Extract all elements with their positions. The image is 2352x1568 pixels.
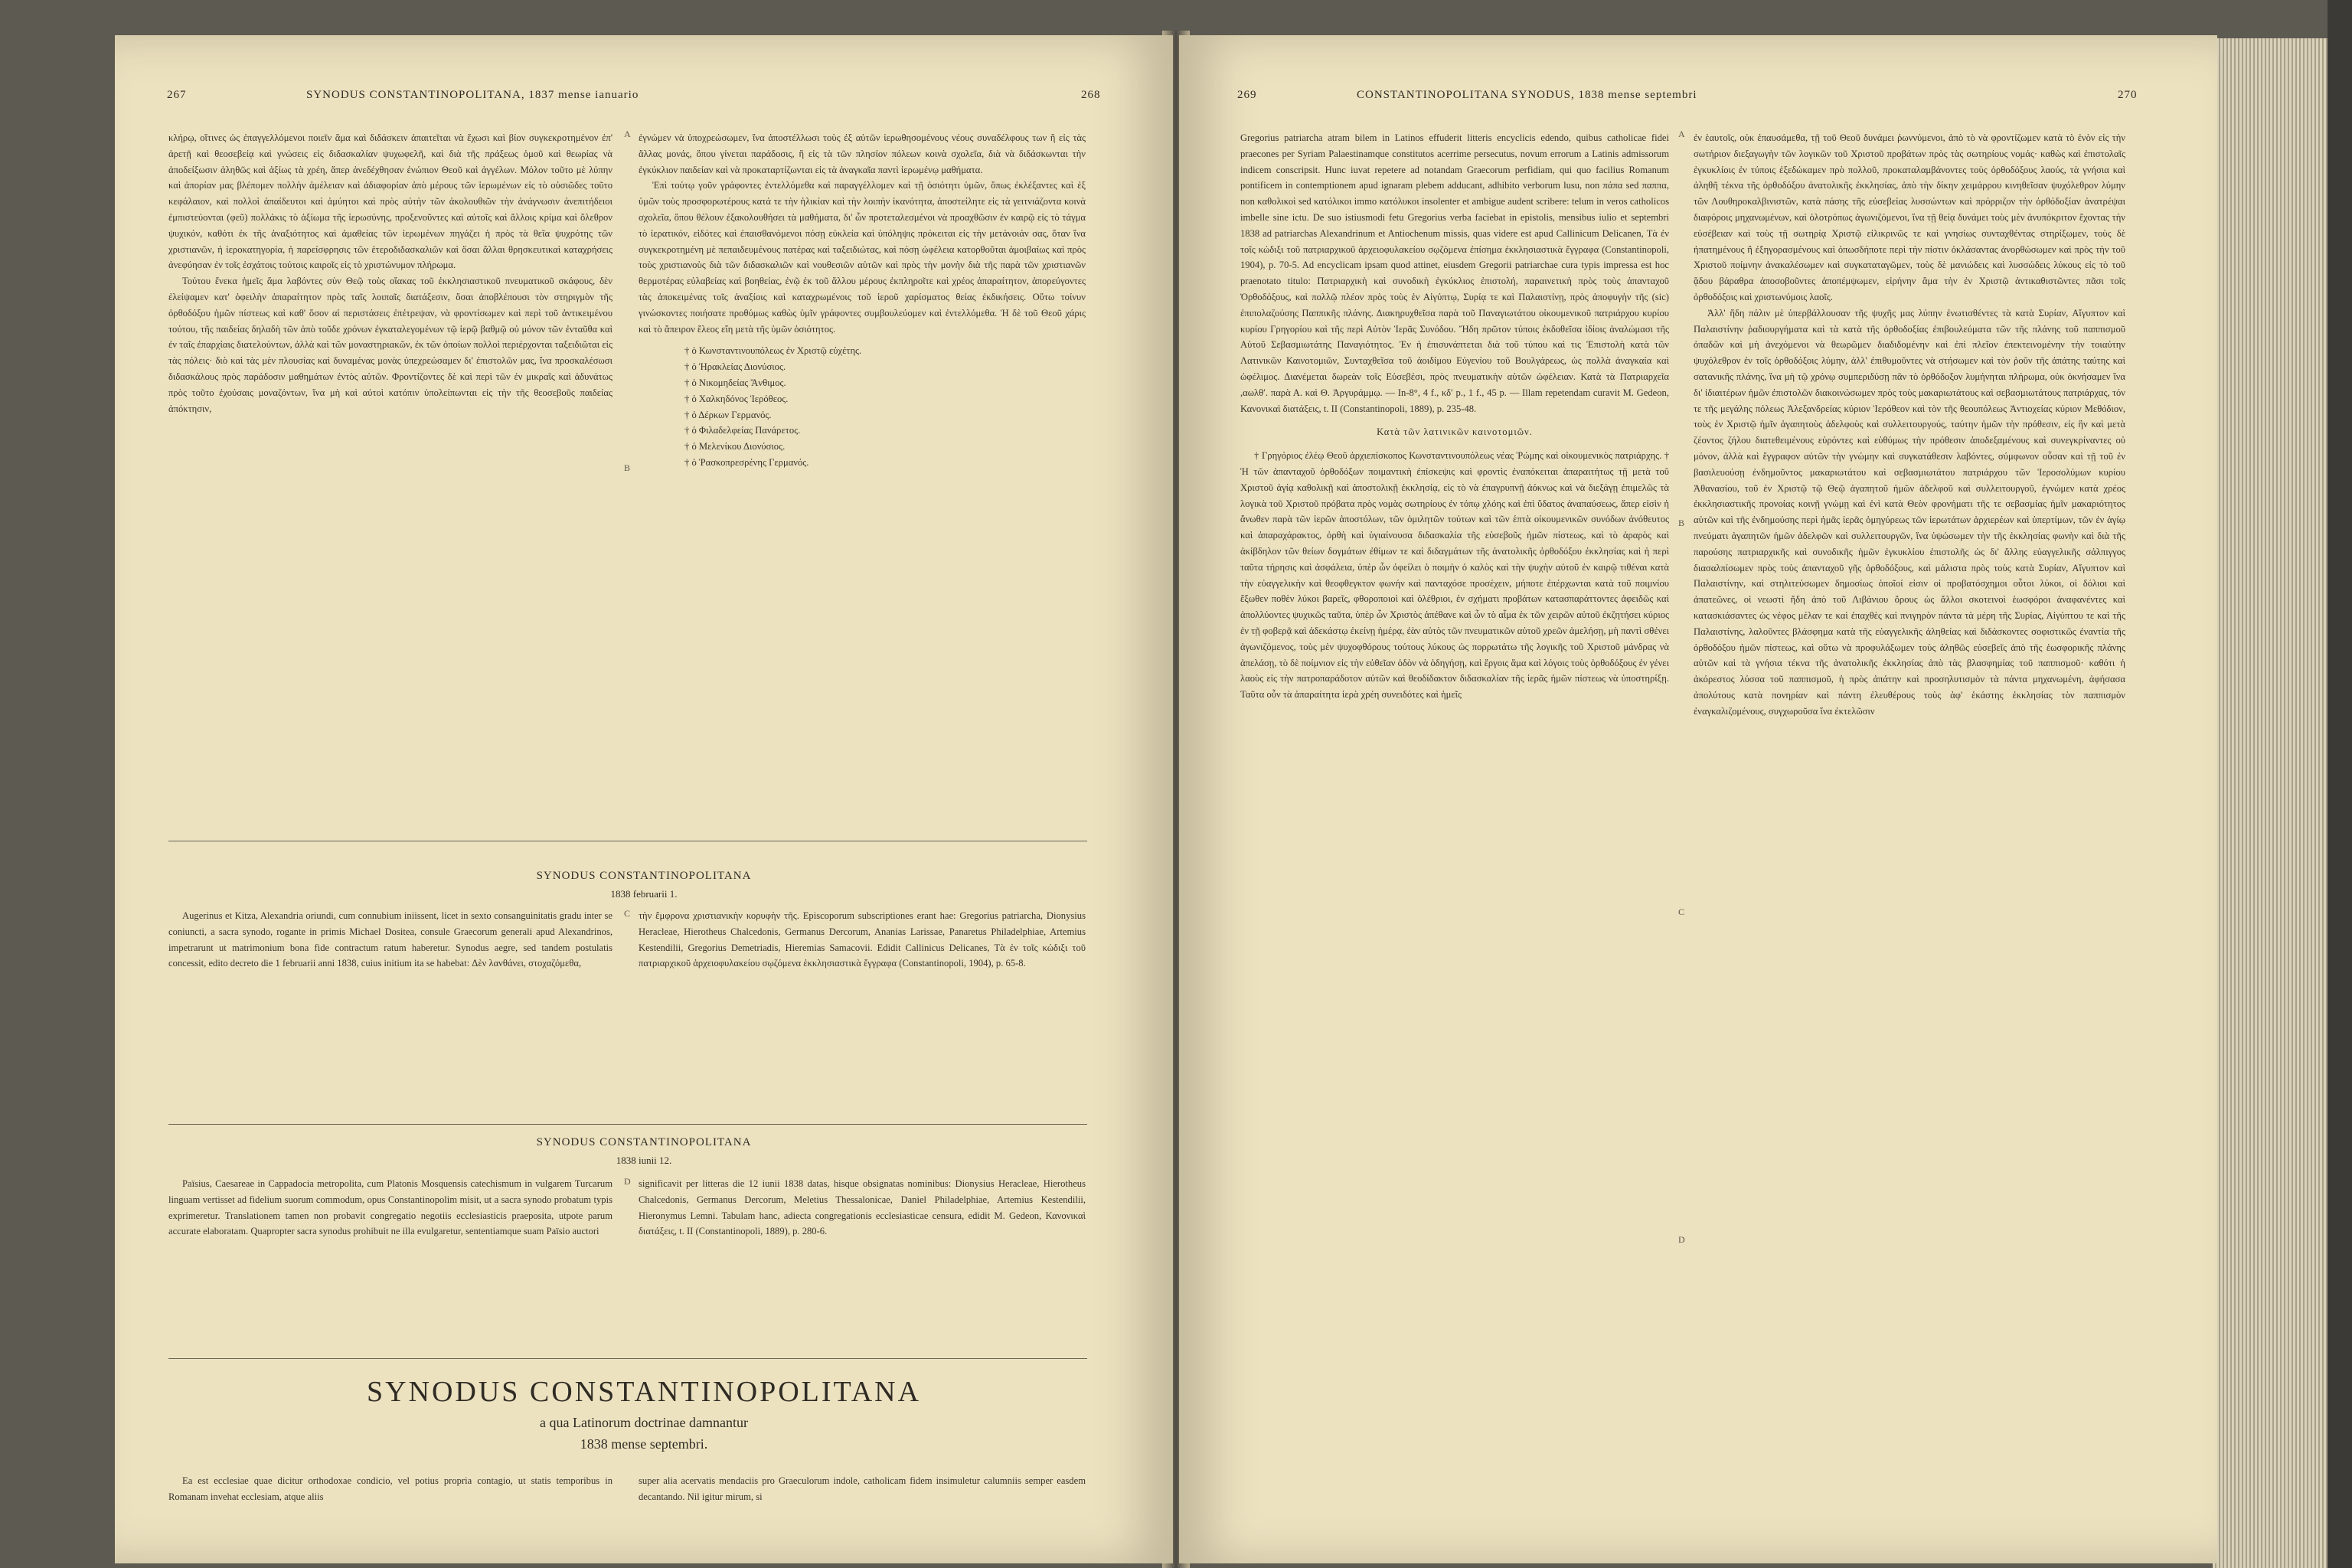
paragraph: Ἐπὶ τούτῳ γοῦν γράφοντες ἐντελλόμεθα καὶ παραγγέλλομεν καὶ τῇ ὁσιότητι ὑμῶν, ὅπως ἐκλέξαντες καὶ ἐξ ὑμῶν τοὺς προσφορωτέρους κατά τε τὴν ἡλικίαν καὶ τὴν λοιπὴν ἱκανότητα, ἀποστείλητε εἰς τὰ γειτνιάζοντα κοινὰ σχολεῖα, ὅπου θέλουν ἐξακολουθήσει τὰ μαθήματα, δι' ὧν προτεταλεσμένοι νὰ προαχθῶσιν ἐν καιρῷ εἰς τὸ τάγμα τὸ ἱερατικόν, εἰδότες καὶ ἐπαισθανόμενοι πόσῃ εὐκλεία καὶ ὑπόληψις πρόκειται εἰς τὴν μετάνοιάν σας, ὅταν ἴνα συγκεκροτημένη μὲ πεπαιδευμένους πατέρας καὶ ταξειδιώτας, καὶ πόσῃ ὠφέλεια κατορθοῦται ἀμοιβαίως καὶ πρὸς τοὺς χριστιανοὺς διὰ τῶν διδασκαλιῶν καὶ νουθεσιῶν αὐτῶν καὶ πρὸς τὴν μονὴν διὰ τῆς παρὰ τῶν χριστιανῶν θερμοτέρας εὐλαβείας καὶ βοηθείας, ἐνῷ ἐκ τοῦ ἄλλου μέρους ἐκπληροῖτε καὶ χρέος ἀπαραίτητον, ἀπορεύγοντες τὰς ἀποκειμένας τοῖς ἀναξίοις καὶ καταχρωμένοις τοῦ ἱεροῦ χαρίσματος θείας ἐκδικήσεις. Οὕτω τοίνυν γινώσκοντες ποιήσατε προθύμως καθὼς ὑμῖν γράφοντες συμβουλεύομεν καὶ ἐντελλόμεθα. Ἡ δὲ τοῦ Θεοῦ χάρις καὶ τὸ ἄπειρον ἔλεος εἴη μετὰ τῆς ὑμῶν ὁσιότητος. (639, 180, 1086, 335)
margin-letter: B (1678, 518, 1685, 528)
paragraph: τὴν ἔμφρονα χριστιανικὴν κορυφὴν τῆς. Episcoporum subscriptiones erant hae: Gregorius patriarcha, Dionysius Heracleae, Hierotheus Chalcedonis, Germanus Dercorum, Ananias Larissae, Panaretus Philadelphiae, Artemius Kestendilii, Gregorius Demetriadis, Hieremias Samacovii. Edidit Callinicus Delicanes, Τὰ ἐν τοῖς κώδιξι τοῦ πατριαρχικοῦ ἀρχειοφυλακείου σῳζόμενα ἐκκλησιαστικὰ ἔγγραφα (Constantinopoli, 1904), p. 65-8. (639, 910, 1086, 969)
text-column (168, 130, 612, 416)
section-date: 1838 iunii 12. (616, 1155, 672, 1166)
text-column (168, 1473, 612, 1505)
signature: † ὁ Νικομηδείας Ἄνθιμος. (684, 377, 786, 388)
paragraph: Ἀλλ' ἤδη πάλιν μὲ ὑπερβάλλουσαν τῆς ψυχῆς μας λύπην ἐνωτισθέντες τὰ κατὰ Συρίαν, Αἴγυπτον καὶ Παλαιστίνην ῥαδιουργήματα καὶ τὰ κατὰ τῆς ὀρθοδοξίας ἐπιβουλεύματα τῶν τῆς πλάνης τοῦ παππισμοῦ ὀπαδῶν καὶ μὴ ἀνεχόμενοι νὰ θεωρῶμεν διαδιδομένην καὶ ἐπὶ πλεῖον ἐπεκτεινομένην τὴν τοιαύτην ψυχόλεθρον ἐν τοῖς ὀρθοδόξοις λύμην, ἀλλ' ἐπιθυμοῦντες νὰ στήσωμεν καὶ τὸν ῥοῦν τῆς ἀπάτης ταύτης καὶ σατανικῆς πλάνης, ἵνα μὴ τῷ χρόνῳ συμπεριδύσῃ πᾶν τὸ ὀρθόδοξον λυμήνηται πλήρωμα, οὐκ ὀκνήσαμεν ἵνα δι' ἰδιαιτέρων ἡμῶν ἐπιστολῶν διακοινώσωμεν πρὸς τοὺς μακαριωτάτους καὶ σεβασμιωτάτους πατριάρχας, τόν τε τῆς μεγάλης πόλεως Ἀλεξανδρείας κύριον Ἱερόθεον καὶ τὸν τῆς θεουπόλεως Ἀντιοχείας κύριον Μεθόδιον, τοὺς ἐν Χριστῷ ἡμῖν ἀγαπητοὺς ἀδελφοὺς καὶ συλλειτουργούς, ταύτην ἡμῶν τὴν πρόθεσιν, εἰς ἣν καὶ μετὰ ζέοντος ζήλου διατεθειμένους εὑρόντες καὶ εὐθύμως τὴν πρόθεσιν ἀποδεξαμένους καὶ συνεγκρίναντες οὐ μόνον, ἀλλὰ καὶ ἔγγραφον αὐτῶν τὴν γνώμην καὶ συγκατάθεσιν λαβόντες, σύμφωνον οὖσαν καὶ τῇ τοῦ ἐν βασιλευούσῃ ἐνδημοῦντος μακαριωτάτου καὶ σεβασμιωτάτου πατριάρχου τῶν Ἱεροσολύμων κυρίου Ἀθανασίου, τοῦ ἐν Χριστῷ τῷ Θεῷ ἀγαπητοῦ ἡμῶν ἀδελφοῦ καὶ συλλειτουργοῦ, ἐγνώμεν κατὰ χρέος ἐκκλησιαστικῆς προνοίας κοινῇ γνώμῃ καὶ ἐνὶ κατὰ Θεὸν φρονήματι τῆς τε σεβασμίας ἡμῖν μακαριότητος αὐτῶν καὶ τῆς ἐνδημούσης περὶ ἡμᾶς ἱερᾶς ὁμηγύρεως τῶν ἱερωτάτων ἀρχιερέων καὶ ὑπερτίμων, τῶν ἐν ἁγίῳ πνεύματι ἀγαπητῶν ἡμῶν ἀδελφῶν καὶ συλλειτουργῶν, ἵνα ὑψώσωμεν τὴν τῆς ἐκκλησίας φωνὴν καὶ διὰ τῆς παρούσης πατριαρχικῆς καὶ συνοδικῆς ἡμῶν ἐγκυκλίου ἐπιστολῆς ὡς δι' ἄλλης εὐαγγελικῆς σάλπιγγος διασαλπίσωμεν πρὸς τοὺς ἁπανταχοῦ γῆς ὀρθοδόξους, καὶ μάλιστα πρὸς τοὺς κατὰ Συρίαν, Αἴγυπτον καὶ Παλαιστίνην, καὶ στηλιτεύσωμεν δημοσίως ὁποῖοί εἰσιν οἱ προβατόσχημοι οὗτοι λύκοι, οἱ δόλιοι καὶ ἀπατεῶνες, οἱ νεωστὶ ἤδη ἀπὸ τοῦ Λιβάνιου ὄρους ὡς ἄλλοι σκοτεινοὶ ἑωσφόροι ἀναφανέντες καὶ κατασκιάσαντες ὡς νέφος μέλαν τε καὶ ἐπαχθὲς καὶ πνιγηρὸν πάντα τὰ μέρη τῆς Συρίας, Αἰγύπτου τε καὶ τῆς Παλαιστίνης, λαλοῦντες βλάσφημα κατὰ τῆς εὐαγγελικῆς ἀληθείας καὶ διδάσκοντες σοφιστικῶς ἐναντία τῆς ὀρθοδόξου ἡμῶν πίστεως, καὶ οὕτω νὰ προφυλάξωμεν τοὺς ἀληθῶς εὐσεβεῖς ἀπὸ τῆς ἑωσφορικῆς πλάνης αὐτῶν καὶ τὰ γνήσια τέκνα τῆς ἀνατολικῆς ἐκκλησίας ἀπὸ τὰς βλασφημίας τοῦ παππισμοῦ· καθότι ἡ ἀκόρεστος λύσσα τοῦ παππισμοῦ, ἡ πρὸς ἀπάτην καὶ προσηλυτισμὸν τὰ πάντα μηχανωμένη, ἀφήσασα ἀπολύτους κατὰ πονηρίαν καὶ πάντη ἐλευθέρους τοὺς ἀφ' ἑκάστης ἐκκλησίας τὸν παππισμὸν ἐναγκαλιζομένους, συγχωροῦσα ἵνα ἐκτελῶσιν (1694, 307, 2125, 717)
signature: † ὁ Ἡρακλείας Διονύσιος. (684, 361, 786, 373)
chapter-title: SYNODUS CONSTANTINOPOLITANA (366, 1376, 922, 1408)
text-column (639, 908, 1086, 972)
signature: † ὁ Μελενίκου Διονύσιος. (684, 441, 786, 452)
paragraph: Ea est ecclesiae quae dicitur orthodoxae condicio, vel potius propria contagio, ut statis temporibus in Romanam invehat ecclesiam, atque aliis (168, 1475, 612, 1502)
book-cover-edge (2328, 0, 2352, 1568)
margin-letter: A (624, 129, 631, 139)
text-column (639, 1176, 1086, 1240)
signature: † ὁ Ῥασκοπρεσρένης Γερμανός. (684, 456, 809, 468)
signature: † ὁ Χαλκηδόνος Ἱερόθεος. (684, 393, 789, 404)
paragraph: κλήρῳ, οἵτινες ὡς ἐπαγγελλόμενοι ποιεῖν ἅμα καὶ διδάσκειν ἀπαιτεῖται νὰ ἔχωσι καὶ βίον συγκεκροτημένον ἐπ' ἀρετῇ καὶ θεοσεβείᾳ καὶ γνώσεις εἰς διδασκαλίαν ψυχωφελῆ, καὶ διὰ τῆς πράξεως ὁμοῦ καὶ θεωρίας νὰ ἀποδείξωσιν ἀληθῶς καὶ ἀξίως τὰ χρέη, ἅπερ ἀνεδέχθησαν ἐνώπιον Θεοῦ καὶ ἀγγέλων. Μόλον τοῦτο μὲ λύπην καὶ ἀπορίαν μας βλέπομεν πολλὴν ἀμέλειαν καὶ ἀδιαφορίαν ἀπὸ μέρους τῶν ἱερωμένων εἰς τὸ οὐσιῶδες τοῦτο κεφάλαιον, καὶ πολλοὶ ἀπαίδευτοι καὶ ἀμύητοι καὶ πρὸς αὐτὴν τῶν ἀκολουθιῶν τὴν ἀνάγνωσιν ἀνεπιτήδειοι ἐμπιστεύονται (φεῦ) πολλάκις τὸ ἀξίωμα τῆς ἱερωσύνης, προξενοῦντες καὶ αὐτοῖς καὶ ἄλλοις κρίμα καὶ ὄλεθρον ψυχικόν, καθότι ἐκ τῆς ἀναξιότητος καὶ ἀμαθείας τῶν ἱερωμένων πηγάζει ἡ πρὸς τὰ θεῖα ψυχρότης τῶν χριστιανῶν, ἡ ἱεροκατηγορία, ἡ παρείσφρησις τῶν ἑτεροδιδασκαλιῶν καὶ ὅσαι ἄλλαι θρησκευτικαὶ καταχρήσεις ἀνεφύησαν ἐν τοῖς ἐσχάτοις τούτοις καιροῖς εἰς τὸ χριστώνυμον πλήρωμα. (168, 132, 612, 271)
margin-letter: D (624, 1176, 631, 1187)
margin-letter: B (624, 462, 631, 473)
text-column (1240, 130, 1669, 703)
margin-letter: C (624, 908, 631, 919)
paragraph: Augerinus et Kitza, Alexandria oriundi, cum connubium iniissent, licet in sexto consanguinitatis gradu inter se coniuncti, a sacra synodo, rogante in primis Michael Dositea, consule Graecorum generali apud Alexandrinos, impetrarunt ut matrimonium bona fide contractum ratum haberetur. Synodus aegre, sed tandem postulatis concessit, edito decreto die 1 februarii anni 1838, cuius initium ita se habebat: Δὲν λανθάνει, στοχαζόμεθα, (168, 910, 612, 969)
paragraph: Païsius, Caesareae in Cappadocia metropolita, cum Platonis Mosquensis catechismum in vulgarem Turcarum linguam vertisset ad fidelium suorum commodum, opus Constantinopolim misit, ut a sacra synodo probatum typis exprimeretur. Translationem tamen non probavit congregatio negotiis ecclesiasticis praeposita, utpote parum accurate elaboratam. Quapropter sacra synodus prohibuit ne illa evulgaretur, sententiamque suam Païsio auctori (168, 1178, 612, 1237)
margin-letter: D (1678, 1234, 1685, 1245)
page-number: 270 (2118, 89, 2138, 101)
paragraph: † Γρηγόριος ἐλέῳ Θεοῦ ἀρχιεπίσκοπος Κωνσταντινουπόλεως νέας Ῥώμης καὶ οἰκουμενικὸς πατριάρχης. † Ἡ τῶν ἀπανταχοῦ ὀρθοδόξων ποιμαντικὴ ἐπίσκεψις καὶ φροντὶς ἐναπόκειται ἀπαραιτήτως τῇ μετὰ τοῦ Χριστοῦ ἁγίᾳ καθολικῇ καὶ ἀποστολικῇ ἐκκλησίᾳ, εἰς τὸ νὰ ἐπαγρυπνῇ ἀόκνως καὶ νὰ διεξάγῃ ἐπιμελῶς τὰ λογικὰ τοῦ Χριστοῦ πρόβατα πρὸς νομὰς σωτηρίους ἐν τόπῳ χλόης καὶ ἐπὶ ὕδατος ἀναπαύσεως, ἅπερ εἰσὶν ἡ ἄνωθεν παρὰ τῶν ἱερῶν ἀποστόλων, τῶν ὁμιλητῶν τούτων καὶ τῶν ἑπτὰ οἰκουμενικῶν συνόδων ἀνόθευτος καὶ ἀπαραχάρακτος, ὀρθὴ καὶ ὑγιαίνουσα διδασκαλία τῆς εὐσεβοῦς ἡμῶν πίστεως, καὶ τὸ ἀραρὸς καὶ ἀκίβδηλον τῶν θείων δογμάτων ἐθίμων τε καὶ διδαγμάτων τῆς ἀνατολικῆς ὀρθοδόξου ἐκκλησίας καὶ ἡ περὶ ταῦτα τήρησις καὶ ἀσφάλεια, ὑπὲρ ὧν ὀφείλει ὁ ποιμὴν ὁ καλὸς καὶ τὴν ψυχὴν αὐτοῦ ἐν καιρῷ τιθέναι κατὰ τὴν εὐαγγελικὴν καὶ θεοφθεγκτον φωνήν καὶ πανταχόσε προσέχειν, μήποτε ἐπέρχωνται κατὰ τοῦ ποιμνίου ἔξωθεν ποθὲν λύκοι βαρεῖς, φθοροποιοὶ καὶ ὀλέθριοι, ἐν σχήματι προβάτων κατασπαράττοντες ἀφειδῶς καὶ ἀπολλύοντες ψυχικῶς ταῦτα, ὑπὲρ ὧν Χριστὸς ἀπέθανε καὶ ὧν τὸ αἷμα ἐκ τῶν χειρῶν αὐτοῦ ἐκζητήσει κύριος ἐν τῇ φοβερᾷ καὶ ἀδεκάστῳ ἐκείνῃ ἡμέρᾳ, ἐὰν αὐτὸς τῶν πνευματικῶν αὐτοῦ χρεῶν ἀμελήσῃ, μὴ παντὶ σθένει ἀγωνιζόμενος, τοὺς μὲν ψυχοφθόρους τούτους λύκους ὡς πορρωτάτω τῆς λογικῆς τοῦ Χριστοῦ μάνδρας νὰ ἀπελάσῃ, τὸ δὲ ποίμνιον εἰς τὴν εὐθεῖαν ὁδὸν νὰ ὁδηγήσῃ, καὶ ἔργοις ἅμα καὶ λόγοις τοὺς ὀρθοδόξους ἐν γένει λαοὺς εἰς τὴν πατροπαράδοτον αὐτῶν καὶ θεοδίδακτον διδασκαλίαν τῆς ἱερᾶς ἡμῶν πίστεως νὰ ὑποστηρίξῃ. Ταῦτα οὖν τὰ ἀπαραίτητα ἱερὰ χρέη συνειδότες καὶ ἡμεῖς (1240, 450, 1669, 701)
section-rule (168, 1358, 1087, 1359)
paragraph: ἐν ἑαυτοῖς, οὐκ ἐπαυσάμεθα, τῇ τοῦ Θεοῦ δυνάμει ῥωννύμενοι, ἀπὸ τὸ νὰ φροντίζωμεν κατὰ τὸ ἐνὸν εἰς τὴν σωτήριον διεξαγωγὴν τῶν λογικῶν τοῦ Χριστοῦ προβάτων πρὸς τὰς σωτηρίους νομάς· καθὼς καὶ ἐπιστολαῖς ἐγκυκλίοις ἐν τύποις ἐξεδώκαμεν πρὸ πολλοῦ, προκαταλαμβάνοντες τοὺς ὀρθοδόξους λαούς, τὰ γνήσια καὶ ἀληθῆ τέκνα τῆς ὀρθοδόξου ἀνατολικῆς ἐκκλησίας, ἀπὸ τὴν δίκην χειμάρρου κινηθεῖσαν ψυχόλεθρον λύμην τῶν Λουθηροκαλβινιστῶν, κατὰ πάσης τῆς εὐσεβείας λυσσώντων καὶ πρόρριζον τὴν ὀρθόδοξίαν ἀνατρέψαι διαφόροις μηχανωμένων, καὶ ὁλοτρόπως ἀγωνιζόμενοι, ἵνα τῇ θείᾳ δυνάμει τοὺς μὲν ἀνυπόκριτον ἔχοντας τὴν εὐσέβειαν καὶ τοὺς τῇ σωτηρίᾳ Χριστῷ εἰλικρινῶς τε καὶ γνησίως συνταχθέντας στηρίξωμεν, τοὺς δὲ ἠπατημένους ἢ ἐξηγορασμένους καὶ ὁπωσδήποτε περὶ τὴν πίστιν ὀκλάσαντας ἀνορθώσωμεν καὶ πρὸς τὴν τοῦ Χριστοῦ ποίμνην ἀνακαλέσωμεν καὶ συγκαταταγῶμεν, τοὺς δὲ μανιώδεις καὶ λυσσώδεις λύκους εἰς τὸ τοῦ ᾅδου βάραθρα ἀποσοβοῦντες ἀποπέμψωμεν, εἰρήνην ἅμα τὴν ἐν Χριστῷ ἀντικαθιστῶντες πᾶσι τοῖς ὀρθοδόξοις καὶ χριστωνύμοις λαοῖς. (1694, 132, 2125, 302)
running-head: SYNODUS CONSTANTINOPOLITANA, 1837 mense ianuario (306, 89, 639, 101)
chapter-date: 1838 mense septembri. (580, 1436, 708, 1452)
paragraph: significavit per litteras die 12 iunii 1838 datas, hisque obsignatas nominibus: Dionysius Heracleae, Hierotheus Chalcedonis, Germanus Dercorum, Meletius Thessalonicae, Daniel Philadelphiae, Artemius Kestendilii, Hieronymus Lemni. Tabulam hanc, adiecta congregationis ecclesiasticae censura, edidit M. Gedeon, Κανονικαὶ διατάξεις, t. II (Constantinopoli, 1889), p. 280-6. (639, 1178, 1086, 1237)
left-page (115, 35, 1173, 1563)
chapter-subtitle: a qua Latinorum doctrinae damnantur (540, 1415, 748, 1430)
text-column (639, 130, 1086, 471)
section-date: 1838 februarii 1. (610, 888, 678, 900)
section-rule (168, 1124, 1087, 1125)
section-subtitle: Κατὰ τῶν λατινικῶν καινοτομιῶν. (1377, 426, 1533, 438)
right-page (1179, 35, 2217, 1563)
text-column (639, 1473, 1086, 1505)
signature: † ὁ Φιλαδελφείας Πανάρετος. (684, 425, 801, 436)
signature: † ὁ Κωνσταντινουπόλεως ἐν Χριστῷ εὐχέτης. (684, 345, 862, 357)
signature-list (639, 343, 1086, 470)
paragraph: ἐγνώμεν νὰ ὑποχρεώσωμεν, ἵνα ἀποστέλλωσι τοὺς ἐξ αὐτῶν ἱερωθησομένους νέους συναδέλφους των ἢ εἰς τὰς ἄλλας μονάς, ὅπου γίνεται παράδοσις, ἢ εἰς τὰ τῶν πλησίον πόλεων κοινὰ σχολεῖα, διὰ νὰ διδάσκωνται τὴν ἐγκύκλιον παιδείαν καὶ νὰ προκαταρτίζωνται εἰς τὰ ἀναγκαῖα παντὶ ἱερωμένῳ μαθήματα. (639, 132, 1086, 175)
margin-letter: C (1678, 906, 1685, 917)
page-number: 269 (1237, 89, 1257, 101)
text-column (168, 908, 612, 972)
paragraph: super alia acervatis mendaciis pro Graeculorum indole, catholicam fidem insimuletur calumniis semper easdem decantando. Nil igitur mirum, si (639, 1475, 1086, 1502)
text-column (1694, 130, 2125, 719)
running-head: CONSTANTINOPOLITANA SYNODUS, 1838 mense septembri (1357, 89, 1697, 101)
paragraph: Τούτου ἕνεκα ἡμεῖς ἅμα λαβόντες σὺν Θεῷ τοὺς οἴακας τοῦ ἐκκλησιαστικοῦ πνευματικοῦ σκάφους, δὲν ἐλείψαμεν κατ' ὀφειλὴν ἀπαραίτητον πρὸς ταῖς λοιπαῖς διατάξεσιν, ὅσαι ἀποβλέπουσι τὸν στηριγμὸν τῆς ὀρθοδόξου ἡμῶν πίστεως καὶ καθ' ὅσον αἱ περιστάσεις ἐπέτρεψαν, νὰ φροντίσωμεν καὶ περὶ τοῦ ἀντικειμένου τούτου, τῆς παιδείας δηλαδὴ τῶν ἀπὸ τοῦδε χρόνων ἐγκαταλεγομένων τῷ ἱερῷ βαθμῷ οὐ μόνον τῶν ἐνταῦθα καὶ ἐν ταῖς ἐπαρχίαις διατελούντων, ἀλλὰ καὶ τῶν μοναστηριακῶν, ἐκ τῶν ὁποίων πολλοὶ περιέρχονται ταξειδιῶται εἰς τὰς πόλεις· διὸ καὶ τὰς μὲν πλουσίας καὶ δυναμένας μονὰς ὑπεχρεώσαμεν δι' ἐπιστολῶν μας, ἵνα προσκαλέσωσι διδασκάλους πρὸς παράδοσιν μαθημάτων ἐντὸς αὐτῶν. Φροντίζοντες δὲ καὶ περὶ τῶν ἐν μικραῖς καὶ ἀδυνάτως πρὸς τοῦτο ἐχούσαις μοναζόντων, ἵνα μὴ καὶ αὐτοὶ κατόπιν ὑπολείπωνται εἰς τὴν τῆς θεοσεβοῦς παιδείας ἀπόκτησιν, (168, 276, 612, 414)
text-column (168, 1176, 612, 1240)
signature: † ὁ Δέρκων Γερμανός. (684, 409, 772, 420)
margin-letter: A (1678, 129, 1685, 139)
page-number: 268 (1081, 89, 1101, 101)
section-title: SYNODUS CONSTANTINOPOLITANA (536, 870, 752, 882)
section-title: SYNODUS CONSTANTINOPOLITANA (536, 1136, 752, 1148)
paragraph: Gregorius patriarcha atram bilem in Latinos effuderit litteris encyclicis edendo, quibus catholicae fidei praecones per Syriam Palaestinamque constitutos acerrime persecutus, novum errorum a Latinis admissorum indicem conscripsit. Hunc iuvat repetere ad notandam Graecorum perfidiam, qui quo facilius Romanum pontificem in contemptionem apud ignaram plebem adducant, adhibito verborum lusu, non πάπα sed παππα, non καθολικοὶ sed κατόλικοι immo κατόλυκοι insolenter et ambigue audent scribere: telum in veros catholicos imbelle sine ictu. De suo istiusmodi fetu Gregorius verba faciebat in epistolis, mensibus iulio et septembri 1838 ad patriarchas Alexandrinum et Antiochenum missis, quas videre est apud Callinicum Delicanen, Τὰ ἐν τοῖς κώδιξι τοῦ πατριαρχικοῦ ἀρχειοφυλακείου σῳζόμενα ἐπίσημα ἐκκλησιαστικὰ ἔγγραφα (Constantinopoli, 1904), p. 70-5. Ad encyclicam ipsam quod attinet, eiusdem Gregorii patriarchae cura typis impressa est hoc praenotato titulo: Πατριαρχικὴ καὶ συνοδικὴ ἐγκύκλιος ἐπιστολή, παραινετικὴ πρὸς τοὺς ἀπανταχοῦ Ὀρθοδόξους, καὶ πολλῷ πλέον πρὸς τοὺς ἐν Αἰγύπτῳ, Συρίᾳ τε καὶ Παλαιστίνῃ, πρὸς ἀποφυγὴν τῆς (sic) ἐπιπολαζούσης Παππικῆς πλάνης. Διακηρυχθεῖσα παρὰ τοῦ Παναγιωτάτου οἰκουμενικοῦ πατριάρχου κυρίου κυρίου Γρηγορίου καὶ τῆς περὶ Αὐτὸν Ἱερᾶς Συνόδου. Ἤδη πρῶτον τύποις ἐκδοθεῖσα ἰδίοις ἀναλώμασι τῆς Αὐτοῦ Σεβασμιωτάτης Παναγιότητος. Ἐν ἡ ἐπισυνάπτεται διὰ τοῦ τύπου καὶ τις Ἐπιστολὴ κατὰ τῶν Λατινικῶν Καινοτομιῶν, Συνταχθεῖσα τοῦ ἀοιδίμου Εὐγενίου τοῦ Βουλγάρεως, ὡς πολλὰ ἀναγκαία καὶ ὠφέλιμος. Διανέμεται δωρεὰν τοῖς Εὐσεβέσι, πρὸς πνευματικὴν αὐτῶν ὠφέλειαν. Κατὰ τὰ Πατριαρχεῖα ,αωλθʹ. παρὰ Α. καὶ Θ. Ἀργυράμμῳ. — In-8°, 4 f., κδʹ p., 1 f., 45 p. — Illam repetendam curavit M. Gedeon, Κανονικαὶ διατάξεις, t. II (Constantinopoli, 1889), p. 235-48. (1240, 132, 1669, 414)
page-number: 267 (167, 89, 187, 101)
